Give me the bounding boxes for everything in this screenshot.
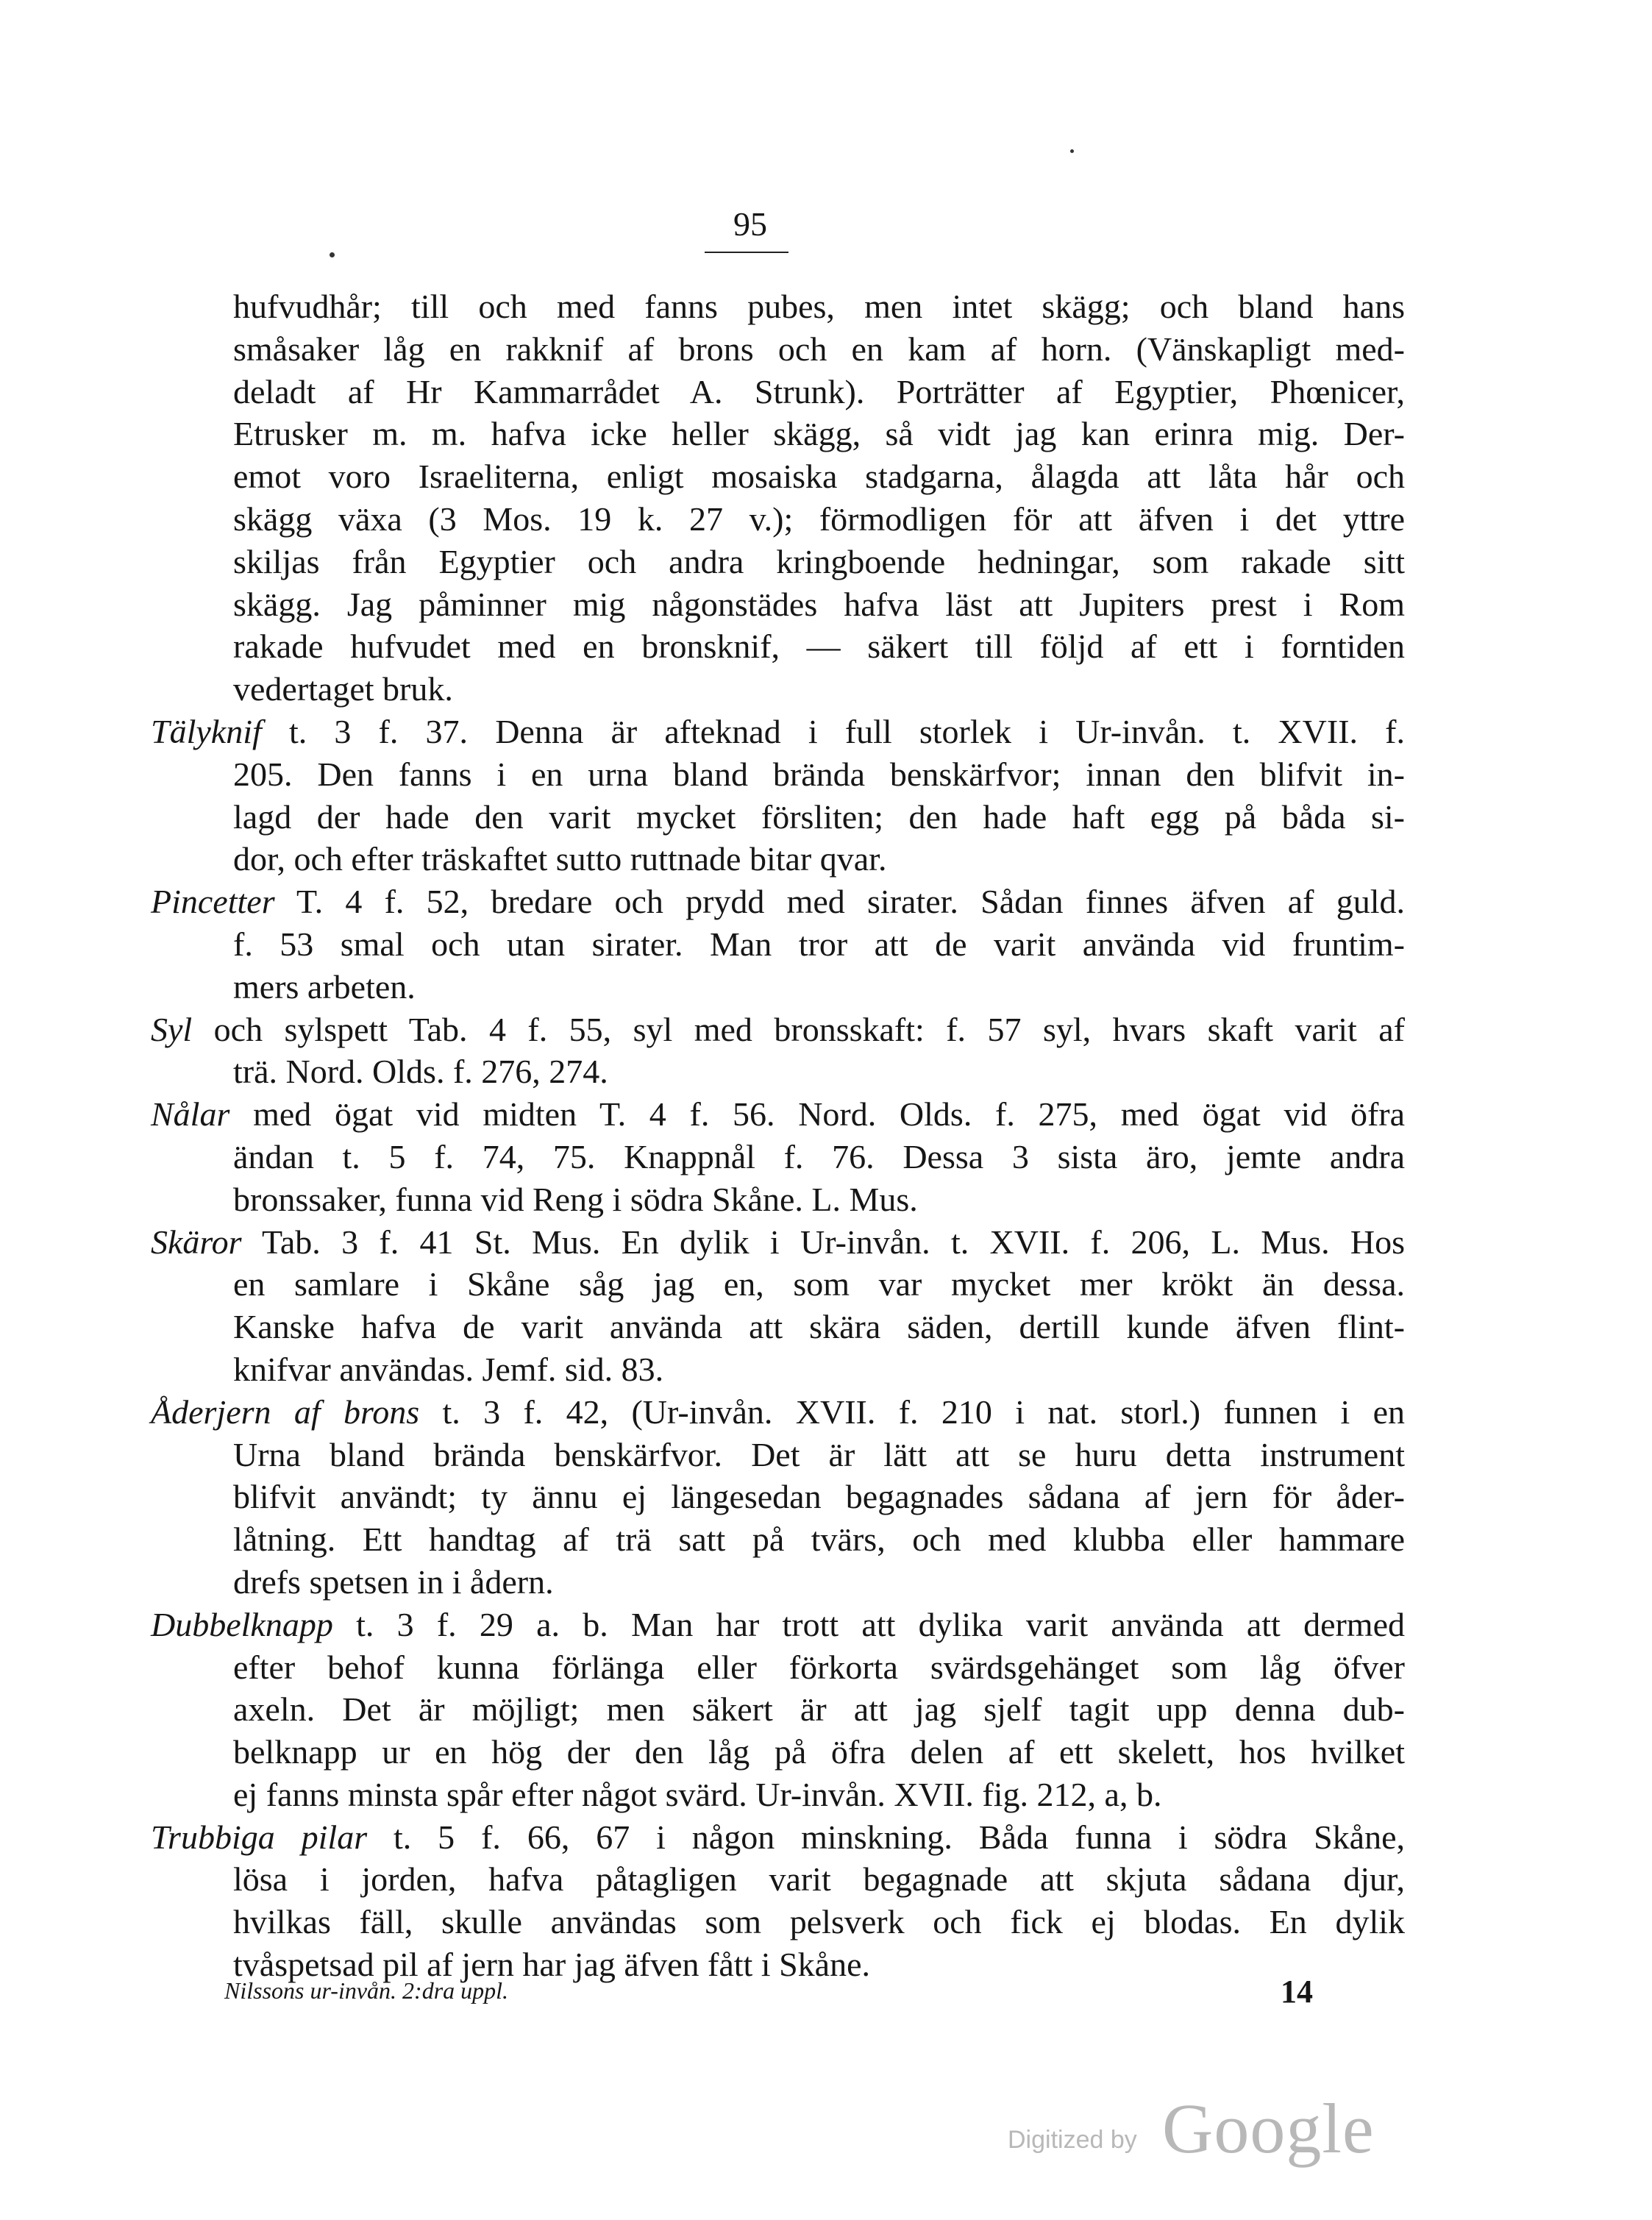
footer [224, 1974, 1313, 2010]
line-text: Urna bland brända benskärfvor. Det är lätt att se huru detta instrument [233, 1435, 1405, 1473]
watermark-prefix: Digitized by [1008, 2126, 1137, 2154]
text-line [151, 1136, 1405, 1178]
text-line [151, 1348, 1405, 1391]
text-line [151, 583, 1405, 626]
line-text: tvåspetsad pil af jern har jag äfven fått i Skåne. [233, 1946, 871, 1984]
line-text: skägg växa (3 Mos. 19 k. 27 v.); förmodligen för att äfven i det yttre [233, 499, 1405, 538]
line-text: bronssaker, funna vid Reng i södra Skåne. L. Mus. [233, 1180, 918, 1218]
line-text: med ögat vid midten T. 4 f. 56. Nord. Olds. f. 275, med ögat vid öfra [253, 1095, 1406, 1134]
line-text: lösa i jorden, hafva påtagligen varit begagnade att skjuta sådana djur, [233, 1860, 1405, 1899]
page-number-rule [705, 252, 788, 253]
line-text: trä. Nord. Olds. f. 276, 274. [233, 1053, 608, 1091]
text-line [151, 1773, 1405, 1816]
paragraph [151, 880, 1405, 1008]
text-line [151, 796, 1405, 839]
text-line [151, 1476, 1405, 1518]
text-line [151, 1646, 1405, 1689]
text-line [151, 498, 1405, 541]
line-text: blifvit användt; ty ännu ej längesedan begagnades sådana af jern för åder- [233, 1478, 1405, 1516]
line-text: 205. Den fanns i en urna bland brända benskärfvor; innan den blifvit in- [233, 755, 1405, 793]
line-text: lagd der hade den varit mycket försliten; den hade haft egg på båda si- [233, 797, 1405, 836]
text-line [151, 1604, 1405, 1646]
entry-term: Åderjern af brons [151, 1392, 420, 1431]
line-text: skägg. Jag påminner mig någonstädes hafva läst att Jupiters prest i Rom [233, 585, 1405, 623]
line-text: drefs spetsen in i ådern. [233, 1562, 554, 1601]
line-text: hufvudhår; till och med fanns pubes, men intet skägg; och bland hans [233, 288, 1405, 325]
text-line [151, 668, 1405, 711]
text-line [151, 285, 1405, 328]
entry-term: Nålar [151, 1095, 230, 1134]
line-text: t. 3 f. 37. Denna är afteknad i full storlek i Ur-invån. t. XVII. f. [288, 712, 1405, 750]
paragraph [151, 1391, 1405, 1604]
entry-term: Syl [151, 1010, 193, 1048]
text-line [151, 1050, 1405, 1093]
text-line [151, 1561, 1405, 1604]
text-line [151, 923, 1405, 966]
text-line [151, 371, 1405, 413]
line-text: f. 53 smal och utan sirater. Man tror att de varit använda vid fruntim- [233, 925, 1405, 963]
text-line [151, 455, 1405, 498]
paragraph [151, 1008, 1405, 1094]
line-text: småsaker låg en rakknif af brons och en kam af horn. (Vänskapligt med- [233, 330, 1405, 368]
text-line [151, 1518, 1405, 1561]
line-text: hvilkas fäll, skulle användas som pelsverk och fick ej blodas. En dylik [233, 1903, 1405, 1941]
text-line [151, 966, 1405, 1008]
text-line [151, 1434, 1405, 1476]
text-line [151, 1178, 1405, 1221]
paragraph [151, 1093, 1405, 1220]
line-text: axeln. Det är möjligt; men säkert är att jag sjelf tagit upp denna dub- [233, 1690, 1405, 1729]
paragraph [151, 711, 1405, 880]
paragraph [151, 1816, 1405, 1986]
line-text: emot voro Israeliterna, enligt mosaiska stadgarna, ålagda att låta hår och [233, 458, 1405, 496]
text-line [151, 413, 1405, 455]
text-line [151, 541, 1405, 583]
line-text: ej fanns minsta spår efter något svärd. Ur-invån. XVII. fig. 212, a, b. [233, 1775, 1162, 1813]
text-line [151, 1221, 1405, 1264]
line-text: rakade hufvudet med en bronsknif, — säkert till följd af ett i forntiden [233, 627, 1405, 666]
text-line [151, 880, 1405, 923]
text-line [151, 753, 1405, 796]
text-line [151, 838, 1405, 880]
line-text: efter behof kunna förlänga eller förkorta svärdsgehänget som låg öfver [233, 1648, 1405, 1686]
text-line [151, 1731, 1405, 1773]
text-line [151, 1263, 1405, 1306]
line-text: skiljas från Egyptier och andra kringboende hedningar, som rakade sitt [233, 542, 1405, 580]
text-line [151, 1858, 1405, 1901]
line-text: ändan t. 5 f. 74, 75. Knappnål f. 76. Dessa 3 sista äro, jemte andra [233, 1137, 1405, 1175]
speck [1070, 149, 1074, 153]
text-line [151, 711, 1405, 753]
sheet-number: 14 [1281, 1974, 1313, 2010]
line-text: dor, och efter träskaftet sutto ruttnade bitar qvar. [233, 840, 887, 878]
speck [330, 252, 335, 257]
text-line [151, 1391, 1405, 1434]
entry-term: Trubbiga pilar [151, 1818, 368, 1856]
line-text: t. 3 f. 42, (Ur-invån. XVII. f. 210 i nat. storl.) funnen i en [442, 1392, 1406, 1431]
line-text: låtning. Ett handtag af trä satt på tvärs, och med klubba eller hammare [233, 1520, 1405, 1559]
line-text: T. 4 f. 52, bredare och prydd med sirater. Sådan finnes äfven af guld. [296, 883, 1405, 921]
watermark [1008, 2088, 1420, 2176]
text-line [151, 1008, 1405, 1051]
text-line [151, 1816, 1405, 1859]
line-text: en samlare i Skåne såg jag en, som var mycket mer krökt än dessa. [233, 1265, 1405, 1303]
entry-term: Dubbelknapp [151, 1605, 333, 1643]
line-text: vedertaget bruk. [233, 670, 453, 708]
paragraph [151, 285, 1405, 711]
entry-term: Tälyknif [151, 712, 262, 750]
body-text [151, 285, 1405, 1986]
text-line [151, 1901, 1405, 1943]
line-text: Etrusker m. m. hafva icke heller skägg, så vidt jag kan erinra mig. Der- [233, 415, 1405, 453]
text-line [151, 1306, 1405, 1348]
page-number: 95 [733, 205, 767, 243]
line-text: belknapp ur en hög der den låg på öfra delen af ett skelett, hos hvilket [233, 1733, 1405, 1771]
paragraph [151, 1221, 1405, 1391]
line-text: mers arbeten. [233, 967, 416, 1006]
entry-term: Pincetter [151, 883, 275, 921]
line-text: deladt af Hr Kammarrådet A. Strunk). Porträtter af Egyptier, Phœnicer, [233, 372, 1405, 410]
line-text: t. 5 f. 66, 67 i någon minskning. Båda funna i södra Skåne, [394, 1818, 1405, 1856]
entry-term: Skäror [151, 1223, 242, 1261]
line-text: Kanske hafva de varit använda att skära säden, dertill kunde äfven flint- [233, 1308, 1405, 1346]
line-text: knifvar användas. Jemf. sid. 83. [233, 1350, 664, 1388]
line-text: Tab. 3 f. 41 St. Mus. En dylik i Ur-invån. t. XVII. f. 206, L. Mus. Hos [262, 1223, 1405, 1261]
line-text: och sylspett Tab. 4 f. 55, syl med bronsskaft: f. 57 syl, hvars skaft varit af [213, 1010, 1405, 1048]
text-line [151, 1093, 1405, 1136]
paragraph [151, 1604, 1405, 1816]
text-line [151, 1688, 1405, 1731]
footer-signature: Nilssons ur-invån. 2:dra uppl. [224, 1977, 509, 2004]
watermark-logo: Google [1162, 2089, 1375, 2168]
text-line [151, 625, 1405, 668]
line-text: t. 3 f. 29 a. b. Man har trott att dylika varit använda att dermed [356, 1605, 1405, 1643]
text-line [151, 328, 1405, 371]
